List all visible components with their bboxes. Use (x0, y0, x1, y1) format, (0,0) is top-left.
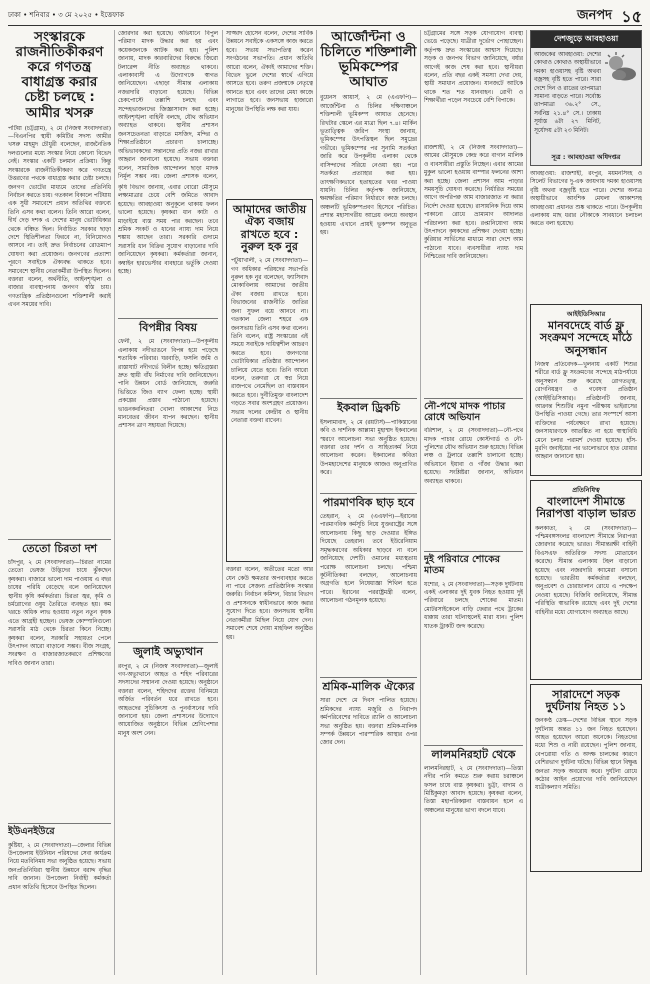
page-header (8, 6, 642, 26)
story-continuation: চট্টগ্রামের সঙ্গে সড়ক যোগাযোগ ব্যবস্থা ভেঙে পড়েছে। যাত্রীরা দুর্ভোগ পোহাচ্ছেন। কর্তৃপক্ষ দ্রুত সংস্কারের আশ্বাস দিয়েছে। সড়ক ও জনপথ বিভাগ জানিয়েছে, বর্ষার আগেই কাজ শেষ করা হবে। স্থানীয়রা বলেন, প্রতি বছর একই সমস্যা দেখা দেয়, স্থায়ী সমাধান প্রয়োজন। যানজটে আটকে থাকে শত শত যানবাহন। রোগী ও শিক্ষার্থীরা পড়েন সবচেয়ে বেশি বিপাকে। (424, 31, 523, 105)
story-body: লালমনিরহাট, ২ মে (সংবাদদাতা)—তিস্তা নদীর পানি কমতে শুরু করায় চরাঞ্চলে ফসল চাষে ব্যস্ত কৃষকরা। ভুট্টা, বাদাম ও মিষ্টিকুমড়া আবাদ হয়েছে। কৃষকরা বলেন, তিস্তা মহাপরিকল্পনা বাস্তবায়ন হলে এ অঞ্চলের মানুষের ভাগ্য বদলে যাবে। (424, 765, 523, 814)
story-headline[interactable]: লালমনিরহাট থেকে (431, 747, 516, 761)
page-number: ১৫ (621, 7, 642, 26)
divider (424, 551, 523, 552)
story-headline[interactable]: শ্রমিক-মালিক ঐক্যের (322, 680, 415, 694)
lead-headline[interactable]: আর্জেন্টিনা ও চিলিতে শক্তিশালী ভূমিকম্পের আঘাত (320, 30, 417, 91)
story-body: তেহরান, ২ মে (এএফপি)—ইরানের পারমাণবিক কর্মসূচি নিয়ে যুক্তরাষ্ট্রের সঙ্গে আলোচনায় কিছু ছাড় দেওয়ার ইঙ্গিত দিয়েছে তেহরান। তবে ইউরেনিয়াম সমৃদ্ধকরণের অধিকার ছাড়বে না বলে জানিয়েছে দেশটি। ওমানের মধ্যস্থতায় পরোক্ষ আলোচনা চলছে। পশ্চিমা কূটনীতিকরা বলছেন, আলোচনায় অগ্রগতি হলে নিষেধাজ্ঞা শিথিল হতে পারে। ইরানের পররাষ্ট্রমন্ত্রী বলেন, আলোচনা গঠনমূলক হয়েছে। (320, 514, 417, 605)
weather-text: আজকের আবহাওয়া: দেশের কোথাও কোথাও অস্থায়ীভাবে দমকা হাওয়াসহ বৃষ্টি অথবা বজ্রসহ বৃষ্টি হতে পারে। সারা দেশে দিন ও রাতের তাপমাত্রা সামান্য বাড়তে পারে। সর্বোচ্চ তাপমাত্রা ৩৬.২° সে., সর্বনিম্ন ২১.৪° সে.। ঢাকায় সূর্যাস্ত ৬টা ২৭ মিনিট, সূর্যোদয় ৫টা ২৩ মিনিট। (534, 52, 601, 134)
weather-caption: সূত্র : আবহাওয়া অধিদপ্তর (551, 153, 621, 161)
column-rule (526, 30, 527, 975)
story-body: বক্তারা বলেন, অতীতের মতো আর যেন কেউ ক্ষমতার অপব্যবহার করতে না পারে সেজন্য প্রাতিষ্ঠানিক সংস্কার জরুরি। নির্বাচন কমিশন, বিচার বিভাগ ও প্রশাসনকে স্বাধীনভাবে কাজ করার সুযোগ দিতে হবে। জনসভায় স্থানীয় নেতাকর্মীরা মিছিল নিয়ে যোগ দেন। সমাবেশ শেষে দোয়া মাহফিল অনুষ্ঠিত হয়। (226, 567, 313, 641)
sun-cloud-icon (604, 51, 638, 85)
divider (320, 493, 417, 494)
column-rule (420, 30, 421, 975)
weather-title: দেশজুড়ে আবহাওয়া (531, 31, 641, 48)
story-headline[interactable]: ইউএনইউরে (8, 825, 55, 837)
divider (424, 745, 523, 746)
column-rule (114, 30, 115, 975)
boxed-story (530, 684, 642, 873)
divider (118, 318, 218, 319)
story-headline[interactable]: জুলাই অভ্যুত্থান (133, 645, 203, 659)
column-rule (316, 30, 317, 975)
story-body: ইসলামাবাদ, ২ মে (রয়টার্স)—পাকিস্তানের কবি ও দার্শনিক আল্লামা মুহাম্মদ ইকবালের স্মরণে আলোচনা সভা অনুষ্ঠিত হয়েছে। বক্তারা তার দর্শন ও সাহিত্যকর্ম নিয়ে আলোচনা করেন। ইকবালের কবিতা উপমহাদেশের মানুষকে আজও অনুপ্রাণিত করে। (320, 419, 417, 477)
lead-story: পটিয়া (চট্টগ্রাম), ২ মে (নিজস্ব সংবাদদাতা)—বিএনপির স্থায়ী কমিটির সদস্য আমীর খসরু মাহমুদ চৌধুরী বলেছেন, রাজনৈতিক দলগুলোর মধ্যে সংস্কার নিয়ে কোনো বিভেদ নেই। সংস্কার একটি চলমান প্রক্রিয়া। কিন্তু সংস্কারকে রাজনীতিকীকরণ করে গণতন্ত্রে উত্তরণের পথকে বাধাগ্রস্ত করার চেষ্টা চলছে। জনগণ ভোটের মাধ্যমে তাদের প্রতিনিধি নির্বাচন করতে চায়। গতকাল বিকালে পটিয়ায় এক সুধী সমাবেশে প্রধান অতিথির বক্তব্যে তিনি এসব কথা বলেন। তিনি আরো বলেন, দীর্ঘ দেড় দশক এ দেশের মানুষ ভোটাধিকার থেকে বঞ্চিত ছিল। নির্বাচিত সরকার ছাড়া দেশে স্থিতিশীলতা ফিরবে না, বিনিয়োগও আসবে না। তাই দ্রুত নির্বাচনের রোডম্যাপ ঘোষণা করা প্রয়োজন। জনগণের প্রত্যাশা পূরণে সবাইকে ঐক্যবদ্ধ থাকতে হবে। সমাবেশে স্থানীয় নেতাকর্মীরা উপস্থিত ছিলেন। বক্তারা বলেন, অর্থনীতি, আইনশৃঙ্খলা ও বাজার ব্যবস্থাপনায় জনগণ স্বস্তি চায়। গণতান্ত্রিক প্রতিষ্ঠানগুলো শক্তিশালী করাই এখন সময়ের দাবি। (8, 125, 111, 309)
story-body: ফেনী, ২ মে (সংবাদদাতা)—উপকূলীয় এলাকায় নদীভাঙনে বিপন্ন হয়ে পড়েছে শতাধিক পরিবার। ঘরবাড়ি, ফসলি জমি ও রাস্তাঘাট নদীগর্ভে বিলীন হচ্ছে। ক্ষতিগ্রস্তরা দ্রুত স্থায়ী বাঁধ নির্মাণের দাবি জানিয়েছেন। পানি উন্নয়ন বোর্ড জানিয়েছে, জরুরি ভিত্তিতে জিও ব্যাগ ফেলা হচ্ছে। স্থায়ী প্রকল্পের প্রস্তাব পাঠানো হয়েছে। ভাঙনকবলিতরা খোলা আকাশের নিচে মানবেতর জীবন যাপন করছেন। স্থানীয় প্রশাসন ত্রাণ সহায়তা দিয়েছে। (118, 339, 218, 430)
divider (320, 398, 417, 399)
masthead-brand: জনপদ (576, 8, 612, 23)
story-continuation: সাজ্জাদ হোসেন বলেন, দেশের সার্বিক উন্নয়নে সবাইকে একসঙ্গে কাজ করতে হবে। সভায় সভাপতিত্ব করেন সংগঠনের সভাপতি। প্রধান অতিথি আরো বলেন, ঐক্যই আমাদের শক্তি। বিভেদ ভুলে দেশের স্বার্থে এগিয়ে আসতে হবে। তরুণ প্রজন্মকে নেতৃত্বে আনতে হবে এবং তাদের মেধা কাজে লাগাতে হবে। জনসভায় হাজারো মানুষের উপস্থিতি লক্ষ করা যায়। (226, 31, 313, 113)
column-2 (118, 30, 218, 975)
boxed-headline[interactable]: আমাদের জাতীয় ঐক্য বজায় রাখতে হবে : নুরুল হক নুর (232, 203, 307, 253)
column-3 (226, 30, 313, 975)
story-body: বরিশাল, ২ মে (সংবাদদাতা)—নৌ-পথে মাদক পাচার রোধে কোস্টগার্ড ও নৌ-পুলিশের যৌথ অভিযান শুরু হয়েছে। বিভিন্ন লঞ্চ ও ট্রলারে তল্লাশি চালানো হচ্ছে। অভিযানে ইয়াবা ও গাঁজা উদ্ধার করা হয়েছে। সংশ্লিষ্টরা জানান, অভিযান অব্যাহত থাকবে। (424, 428, 523, 485)
column-1 (8, 30, 111, 975)
story-body: রংপুর, ২ মে (নিজস্ব সংবাদদাতা)—জুলাই গণ-অভ্যুত্থানে আহত ও শহিদ পরিবারের সদস্যদের সম্মাননা দেওয়া হয়েছে। অনুষ্ঠানে বক্তারা বলেন, শহিদদের রক্তের বিনিময়ে অর্জিত পরিবর্তন ধরে রাখতে হবে। আহতদের সুচিকিৎসা ও পুনর্বাসনের দাবি জানানো হয়। জেলা প্রশাসনের উদ্যোগে আয়োজিত অনুষ্ঠানে বিভিন্ন শ্রেণিপেশার মানুষ অংশ নেন। (118, 663, 218, 737)
column-4 (320, 30, 417, 975)
boxed-headline[interactable]: বাংলাদেশ সীমান্তে নিরাপত্তা বাড়াল ভারত (536, 494, 636, 521)
story-headline[interactable]: ইকবাল ড্রিকচি (337, 401, 400, 415)
lead-story: বুয়েনস আয়ার্স, ২ মে (এএফপি)—আর্জেন্টিনা ও চিলির দক্ষিণাঞ্চলে শক্তিশালী ভূমিকম্প আঘাত হেনেছে। রিখটার স্কেলে এর মাত্রা ছিল ৭.৪। মার্কিন ভূতাত্ত্বিক জরিপ সংস্থা জানায়, ভূমিকম্পের উৎপত্তিস্থল ছিল সমুদ্রের গভীরে। ভূমিকম্পের পর সুনামি সতর্কতা জারি করে উপকূলীয় এলাকা থেকে বাসিন্দাদের সরিয়ে নেওয়া হয়। পরে সতর্কতা প্রত্যাহার করা হয়। তাৎক্ষণিকভাবে হতাহতের খবর পাওয়া যায়নি। চিলির কর্তৃপক্ষ জানিয়েছে, ক্ষয়ক্ষতির পরিমাণ নির্ধারণে কাজ চলছে। অঞ্চলটি ভূমিকম্পপ্রবণ হিসেবে পরিচিত। প্রশান্ত মহাসাগরীয় আগ্নেয় বলয়ে অবস্থান হওয়ায় এখানে প্রায়ই ভূকম্পন অনুভূত হয়। (320, 95, 417, 236)
boxed-headline[interactable]: সারাদেশে সড়ক দুর্ঘটনায় নিহত ১১ (545, 687, 627, 713)
story-body: সারা দেশে মে দিবস পালিত হয়েছে। শ্রমিকদের ন্যায্য মজুরি ও নিরাপদ কর্মপরিবেশের দাবিতে র‍্যালি ও আলোচনা সভা অনুষ্ঠিত হয়। বক্তারা শ্রমিক-মালিক সম্পর্ক উন্নয়নে পারস্পরিক আস্থার ওপর জোর দেন। (320, 698, 417, 747)
story-headline[interactable]: নৌ-পথে মাদক পাচার রোধে অভিযান (424, 401, 506, 423)
story-body: কুষ্টিয়া, ২ মে (সংবাদদাতা)—জেলার বিভিন্ন উপজেলায় ইউনিয়ন পরিষদের সেবা কার্যক্রম নিয়ে মতবিনিময় সভা অনুষ্ঠিত হয়েছে। সভায় জনপ্রতিনিধিরা স্থানীয় উন্নয়নে বরাদ্দ বৃদ্ধির দাবি জানান। উপজেলা নির্বাহী কর্মকর্তা প্রধান অতিথি হিসেবে উপস্থিত ছিলেন। (8, 842, 111, 891)
divider (118, 642, 218, 643)
boxed-body: পটুয়াখালী, ২ মে (সংবাদদাতা)—গণ অধিকার পরিষদের সভাপতি নুরুল হক নুর বলেছেন, ফ্যাসিবাদ মোকাবিলায় আমাদের জাতীয় ঐক্য বজায় রাখতে হবে। বিভাজনের রাজনীতি জাতির জন্য সুফল বয়ে আনবে না। গতকাল জেলা শহরে এক জনসভায় তিনি এসব কথা বলেন। তিনি বলেন, রাষ্ট্র সংস্কারের এই সময়ে সবাইকে দায়িত্বশীল আচরণ করতে হবে। জনগণের ভোটাধিকার প্রতিষ্ঠার আন্দোলন চালিয়ে যেতে হবে। তিনি আরো বলেন, তরুণরা যে স্বপ্ন নিয়ে রাজপথে নেমেছিল তা বাস্তবায়ন করতে হবে। দুর্নীতিমুক্ত বাংলাদেশ গড়তে সবার অংশগ্রহণ প্রয়োজন। সভায় দলের কেন্দ্রীয় ও স্থানীয় নেতারা বক্তব্য রাখেন। (231, 258, 308, 424)
story-tag: প্রতিনিধিত্ব (572, 485, 600, 494)
boxed-body: কলকাতা, ২ মে (সংবাদদাতা)—পশ্চিমবঙ্গসংলগ্ন বাংলাদেশ সীমান্তে নিরাপত্তা জোরদার করেছে ভারত। সীমান্তরক্ষী বাহিনী বিএসএফ অতিরিক্ত সদস্য মোতায়েন করেছে। সীমান্ত এলাকায় টহল বাড়ানো হয়েছে এবং নজরদারি ক্যামেরা বসানো হয়েছে। ভারতীয় কর্মকর্তারা বলছেন, অনুপ্রবেশ ও চোরাচালান রোধে এ পদক্ষেপ নেওয়া হয়েছে। বিজিবি জানিয়েছে, সীমান্ত পরিস্থিতি স্বাভাবিক রয়েছে এবং দুই দেশের বাহিনীর মধ্যে যোগাযোগ অব্যাহত আছে। (535, 525, 637, 616)
story-headline[interactable]: তেতো চিরতা দশ (21, 541, 98, 555)
divider (8, 539, 111, 540)
boxed-story (530, 304, 642, 476)
column-5 (424, 30, 523, 975)
column-6 (530, 30, 642, 975)
boxed-story (226, 199, 313, 562)
weather-box (530, 30, 642, 166)
story-continuation: কৃষি বিভাগ জানায়, এবার বোরো মৌসুমে লক্ষ্যমাত্রার চেয়ে বেশি জমিতে আবাদ হয়েছে। আবহাওয়া অনুকূলে থাকায় ফলন ভালো হয়েছে। কৃষকরা ধান কাটা ও মাড়াইয়ে ব্যস্ত সময় পার করছেন। তবে শ্রমিক সংকট ও ধানের ন্যায্য দাম নিয়ে শঙ্কায় আছেন তারা। সরকারি গুদামে সরাসরি ধান বিক্রির সুযোগ বাড়ানোর দাবি জানিয়েছেন কৃষকরা। কর্মকর্তারা জানান, কম্বাইন হারভেস্টার ব্যবহারে ভর্তুকি দেওয়া হচ্ছে। (118, 185, 218, 276)
boxed-body: জনকণ্ঠ ডেস্ক—দেশের বিভিন্ন স্থানে সড়ক দুর্ঘটনায় অন্তত ১১ জন নিহত হয়েছেন। আহত হয়েছেন আরো অনেকে। নিহতদের মধ্যে শিশু ও নারী রয়েছেন। পুলিশ জানায়, বেপরোয়া গতি ও অদক্ষ চালকের কারণে বেশিরভাগ দুর্ঘটনা ঘটছে। বিভিন্ন স্থানে বিক্ষুব্ধ জনতা সড়ক অবরোধ করে। দুর্ঘটনা রোধে কঠোর আইন প্রয়োগের দাবি জানিয়েছেন যাত্রীকল্যাণ সমিতি। (535, 718, 637, 792)
story-continuation: জোরদার করা হয়েছে। অভিযানে বিপুল পরিমাণ মাদক উদ্ধার করা হয় এবং কয়েকজনকে আটক করা হয়। পুলিশ জানায়, মাদক কারবারিদের বিরুদ্ধে জিরো টলারেন্স নীতি অব্যাহত থাকবে। এলাকাবাসী এ উদ্যোগকে স্বাগত জানিয়েছেন। এছাড়া সীমান্ত এলাকায় নজরদারি বাড়ানো হয়েছে। বিভিন্ন চেকপোস্টে তল্লাশি চলছে এবং সন্দেহভাজনদের জিজ্ঞাসাবাদ করা হচ্ছে। আইনশৃঙ্খলা বাহিনী বলছে, যৌথ অভিযান অব্যাহত থাকবে। স্থানীয় প্রশাসন জনসচেতনতা বাড়াতে মসজিদ, মন্দির ও শিক্ষাপ্রতিষ্ঠানে প্রচারণা চালাচ্ছে। অভিভাবকদের সন্তানদের প্রতি নজর রাখার আহ্বান জানানো হয়েছে। সভায় বক্তারা বলেন, সামাজিক আন্দোলন ছাড়া মাদক নির্মূল সম্ভব নয়। জেলা প্রশাসক বলেন, (118, 31, 218, 180)
story-headline[interactable]: দুই পরিবারে শোকের মাতম (424, 554, 500, 576)
lead-headline[interactable]: সংস্কারকে রাজনীতিকীকরণ করে গণতন্ত্র বাধাগ্রস্ত করার চেষ্টা চলছে : আমীর খসরু (15, 30, 104, 121)
story-tag: আইইডিসিআর (566, 310, 606, 318)
story-body: যশোর, ২ মে (সংবাদদাতা)—সড়ক দুর্ঘটনায় একই এলাকার দুই যুবক নিহত হওয়ায় দুই পরিবারে চলছে শোকের মাতম। মোটরসাইকেলে বাড়ি ফেরার পথে ট্রাকের ধাক্কায় তারা ঘটনাস্থলেই মারা যান। পুলিশ ঘাতক ট্রাকটি জব্দ করেছে। (424, 581, 523, 630)
boxed-body: নিজস্ব প্রতিবেদক—খুলনায় একটি শিশুর শরীরে বার্ড ফ্লু সংক্রমণের সন্দেহে মাঠপর্যায়ে অনুসন্ধান শুরু করেছে রোগতত্ত্ব, রোগনিয়ন্ত্রণ ও গবেষণা প্রতিষ্ঠান (আইইডিসিআর)। প্রতিষ্ঠানটি জানায়, আক্রান্ত শিশুটির নমুনা পরীক্ষায় ভাইরাসের উপস্থিতি পাওয়া গেছে। তার সংস্পর্শে আসা ব্যক্তিদের পর্যবেক্ষণে রাখা হয়েছে। জনসাধারণকে আতঙ্কিত না হয়ে স্বাস্থ্যবিধি মেনে চলার পরামর্শ দেওয়া হয়েছে। হাঁস-মুরগি জবাইয়ের পর ভালোভাবে হাত ধোয়ার আহ্বান জানানো হয়। (535, 361, 637, 461)
divider (8, 823, 111, 824)
story-headline[interactable]: বিপন্নীর বিষয় (139, 321, 197, 334)
story-body: চাঁদপুর, ২ মে (সংবাদদাতা)—চিরতা নামের তেতো ভেষজ উদ্ভিদের চাষে ঝুঁকছেন কৃষকরা। বাজারে ভালো দাম পাওয়ায় এ বছর চাষের পরিধি বেড়েছে বলে জানিয়েছেন স্থানীয় কৃষি কর্মকর্তারা। চিরতা জ্বর, কৃমি ও চর্মরোগের ওষুধ তৈরিতে ব্যবহৃত হয়। কম খরচে অধিক লাভ হওয়ায় নতুন নতুন কৃষক এতে আগ্রহী হচ্ছেন। ভেষজ কোম্পানিগুলো সরাসরি মাঠ থেকে চিরতা কিনে নিচ্ছে। কৃষকরা বলেন, সরকারি সহায়তা পেলে উৎপাদন আরো বাড়ানো সম্ভব। বীজ সংগ্রহ, সংরক্ষণ ও বাজারজাতকরণে প্রশিক্ষণের দাবিও জানান তারা। (8, 559, 111, 667)
boxed-story (530, 480, 642, 680)
boxed-headline[interactable]: মানবদেহে বার্ড ফ্লু সংক্রমণ সন্দেহে মাঠে অনুসন্ধান (540, 319, 632, 357)
divider (320, 677, 417, 678)
weather-detail: আবহাওয়া: রাজশাহী, রংপুর, ময়মনসিংহ ও সিলেট বিভাগের দু-এক জায়গায় দমকা হাওয়াসহ বৃষ্টি অথবা বজ্রবৃষ্টি হতে পারে। দেশের অন্যত্র অস্থায়ীভাবে আংশিক মেঘলা আকাশসহ আবহাওয়া প্রধানত শুষ্ক থাকতে পারে। উপকূলীয় এলাকায় মাছ ধরার নৌকাকে সাবধানে চলাচল করতে বলা হয়েছে। (530, 171, 642, 228)
story-body: রাজশাহী, ২ মে (নিজস্ব সংবাদদাতা)—আমের মৌসুমকে কেন্দ্র করে বাগান মালিক ও ব্যবসায়ীরা প্রস্তুতি নিচ্ছেন। এবার আমের মুকুল ভালো হওয়ায় বাম্পার ফলনের আশা করা হচ্ছে। জেলা প্রশাসন আম পাড়ার সময়সূচি ঘোষণা করেছে। নির্ধারিত সময়ের আগে অপরিপক্ব আম বাজারজাত না করার নির্দেশ দেওয়া হয়েছে। রাসায়নিক দিয়ে আম পাকানো রোধে ভ্রাম্যমাণ আদালত পরিচালনা করা হবে। রপ্তানিযোগ্য আম উৎপাদনে কৃষকদের প্রশিক্ষণ দেওয়া হচ্ছে। কুরিয়ার সার্ভিসের মাধ্যমে সারা দেশে আম পাঠানো যাবে। ব্যবসায়ীরা ন্যায্য দাম নিশ্চিতের দাবি জানিয়েছেন। (424, 145, 523, 261)
edition-date: ঢাকা • শনিবার • ৩ মে ২০২৫ • ইত্তেফাক (8, 11, 125, 19)
story-headline[interactable]: পারমাণবিক ছাড় হবে (322, 495, 415, 509)
column-rule (222, 30, 223, 975)
divider (424, 398, 523, 399)
